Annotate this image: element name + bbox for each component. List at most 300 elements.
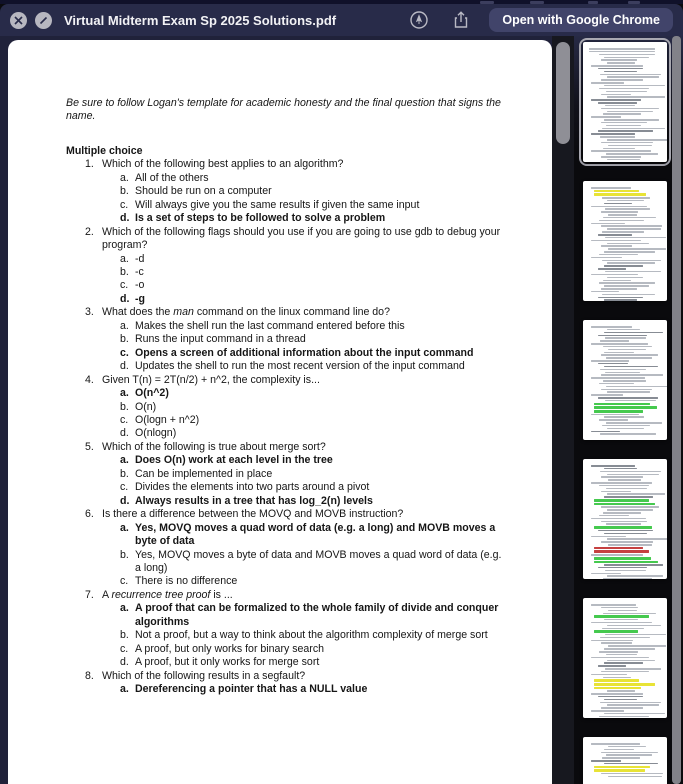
option-letter: b. xyxy=(120,400,129,413)
thumbnail-highlight-line xyxy=(594,683,655,686)
thumbnail-text-line xyxy=(601,752,658,754)
option-letter: c. xyxy=(120,413,129,426)
slash-icon[interactable] xyxy=(35,12,52,29)
thumbnail-text-line xyxy=(603,512,641,514)
thumbnail-text-line xyxy=(591,206,647,208)
question-row xyxy=(66,508,510,521)
answer-option xyxy=(66,360,510,373)
option-letter: d. xyxy=(120,656,129,669)
option-text: -o xyxy=(135,279,145,292)
thumbnail-text-line xyxy=(607,262,654,264)
option-text: O(n^2) xyxy=(135,387,169,400)
thumbnail-text-line xyxy=(604,57,648,59)
thumbnail-text-line xyxy=(591,604,636,606)
thumbnail-highlight-line xyxy=(594,193,646,196)
thumbnail-text-line xyxy=(591,554,643,556)
thumbnail-highlight-line xyxy=(594,769,645,772)
thumbnail-text-line xyxy=(600,340,630,342)
document-scrollbar[interactable] xyxy=(556,42,570,144)
thumbnail-text-line xyxy=(605,208,650,210)
option-letter: d. xyxy=(120,292,130,305)
thumbnail-highlight-line xyxy=(594,615,650,618)
option-letter: a. xyxy=(120,521,129,534)
thumbnail-text-line xyxy=(608,544,652,546)
thumbnail-text-line xyxy=(599,88,649,90)
answer-option xyxy=(66,549,510,576)
question-number: 7. xyxy=(85,588,94,601)
thumbnail-text-line xyxy=(606,654,637,656)
question-text: Which of the following is true about merge sort? xyxy=(102,440,326,453)
thumbnail-text-line xyxy=(603,613,656,615)
question-number: 3. xyxy=(85,306,94,319)
thumbnail-text-line xyxy=(605,372,640,374)
page-thumbnail[interactable] xyxy=(579,38,671,166)
thumbnail-text-line xyxy=(600,702,661,704)
thumbnail-text-line xyxy=(591,377,645,379)
thumbnail-text-line xyxy=(607,76,660,78)
question-number: 6. xyxy=(85,508,94,521)
markup-pen-icon[interactable] xyxy=(409,10,429,30)
answer-option xyxy=(66,172,510,185)
option-text: Always results in a tree that has log_2(n) levels xyxy=(135,494,373,507)
thumbnail-text-line xyxy=(599,282,655,284)
thumbnail-text-line xyxy=(598,102,636,104)
thumbnail-text-line xyxy=(603,148,636,150)
open-with-chrome-button[interactable]: Open with Google Chrome xyxy=(489,8,673,32)
thumbnail-text-line xyxy=(607,277,643,279)
thumbnail-highlight-line xyxy=(594,687,641,690)
thumbnail-text-line xyxy=(601,108,659,110)
answer-option xyxy=(66,185,510,198)
thumbnail-text-line xyxy=(605,271,661,273)
sidebar-scrollbar[interactable] xyxy=(672,36,681,784)
thumbnail-text-line xyxy=(606,422,662,424)
thumbnail-text-line xyxy=(608,610,637,612)
thumbnail-highlight-line xyxy=(594,403,650,406)
thumbnail-page-preview xyxy=(583,737,667,784)
answer-option xyxy=(66,253,510,266)
thumbnail-text-line xyxy=(598,696,642,698)
question-text: Is there a difference between the MOVQ and MOVB instruction? xyxy=(102,508,404,521)
thumbnail-text-line xyxy=(601,245,632,247)
option-letter: a. xyxy=(120,602,129,615)
thumbnail-page-preview xyxy=(583,598,667,718)
thumbnail-text-line xyxy=(601,541,653,543)
thumbnail-text-line xyxy=(591,693,644,695)
question-text: Which of the following best applies to an algorithm? xyxy=(102,158,344,171)
thumbnail-text-line xyxy=(598,234,632,236)
thumbnail-text-line xyxy=(599,651,638,653)
thumbnail-text-line xyxy=(604,265,643,267)
thumbnail-text-line xyxy=(591,223,625,225)
thumbnail-text-line xyxy=(607,538,668,540)
thumbnail-text-line xyxy=(604,352,634,354)
option-letter: c. xyxy=(120,279,129,292)
thumbnail-text-line xyxy=(591,414,639,416)
thumbnail-text-line xyxy=(598,297,642,299)
thumbnail-text-line xyxy=(607,474,660,476)
thumbnail-text-line xyxy=(602,425,650,427)
pdf-page-content xyxy=(8,40,510,696)
question-row xyxy=(66,306,510,319)
thumbnail-text-line xyxy=(598,335,647,337)
thumbnail-text-line xyxy=(602,231,644,233)
question-number: 2. xyxy=(85,225,94,238)
page-thumbnail[interactable] xyxy=(579,594,671,722)
thumbnail-text-line xyxy=(591,116,621,118)
thumbnail-text-line xyxy=(604,533,648,535)
thumbnail-text-line xyxy=(589,51,654,53)
thumbnail-highlight-line xyxy=(594,630,638,633)
thumbnail-text-line xyxy=(591,743,640,745)
option-text: A proof that can be formalized to the whole family of divide and conquer algorithms xyxy=(135,602,499,628)
document-title: Virtual Midterm Exam Sp 2025 Solutions.pdf xyxy=(64,12,337,28)
thumbnail-text-line xyxy=(607,625,660,627)
option-text: Opens a screen of additional information about the input command xyxy=(135,346,474,359)
thumbnail-text-line xyxy=(601,288,637,290)
thumbnail-text-line xyxy=(591,257,622,259)
option-text: A proof, but only works for binary search xyxy=(135,642,325,655)
question-row xyxy=(66,441,510,454)
answer-option xyxy=(66,212,510,225)
thumbnail-highlight-line xyxy=(594,406,657,409)
option-text: Should be run on a computer xyxy=(135,185,272,198)
option-letter: b. xyxy=(120,265,129,278)
pdf-viewer-area xyxy=(0,36,574,784)
thumbnail-text-line xyxy=(591,518,646,520)
answer-option xyxy=(66,199,510,212)
thumbnail-text-line xyxy=(591,482,652,484)
option-text: O(nlogn) xyxy=(135,427,177,440)
thumbnail-text-line xyxy=(591,622,652,624)
thumbnail-text-line xyxy=(607,243,649,245)
thumbnail-text-line xyxy=(602,757,640,759)
close-icon[interactable] xyxy=(10,12,27,29)
thumbnail-text-line xyxy=(601,156,642,158)
option-letter: c. xyxy=(120,481,129,494)
thumbnail-highlight-line xyxy=(594,557,651,560)
option-letter: c. xyxy=(120,198,129,211)
option-text: Will always give you the same results if given the same input xyxy=(135,198,420,211)
option-text: There is no difference xyxy=(135,575,238,588)
thumbnail-text-line xyxy=(602,294,655,296)
page-thumbnail[interactable] xyxy=(579,177,671,305)
answer-option xyxy=(66,683,510,696)
thumbnail-text-line xyxy=(601,122,648,124)
thumbnail-text-line xyxy=(591,657,649,659)
thumbnail-text-line xyxy=(601,773,663,775)
thumbnail-text-line xyxy=(601,354,658,356)
option-text: Updates the shell to run the most recent version of the input command xyxy=(135,360,465,373)
thumbnail-text-line xyxy=(599,485,649,487)
thumbnail-text-line xyxy=(604,203,633,205)
thumbnail-text-line xyxy=(607,200,644,202)
thumbnail-text-line xyxy=(601,491,631,493)
thumbnail-text-line xyxy=(607,228,660,230)
option-letter: c. xyxy=(120,575,129,588)
thumbnail-highlight-line xyxy=(594,503,655,506)
question-row xyxy=(66,226,510,253)
thumbnail-sidebar xyxy=(574,36,683,784)
thumbnail-text-line xyxy=(606,91,647,93)
document-scrollbar-track xyxy=(552,36,574,784)
thumbnail-page-preview xyxy=(583,42,667,162)
thumbnail-text-line xyxy=(607,428,644,430)
option-text: Yes, MOVQ moves a quad word of data (e.g. a long) and MOVB moves a byte of data xyxy=(135,521,496,548)
thumbnail-highlight-line xyxy=(594,190,639,193)
thumbnail-text-line xyxy=(601,642,632,644)
thumbnail-text-line xyxy=(591,760,621,762)
thumbnail-text-line xyxy=(606,523,642,525)
thumbnail-text-line xyxy=(591,274,638,276)
answer-option xyxy=(66,495,510,508)
thumbnail-text-line xyxy=(607,329,640,331)
thumbnail-text-line xyxy=(600,369,646,371)
answer-option xyxy=(66,320,510,333)
thumbnail-text-line xyxy=(601,374,663,376)
option-letter: d. xyxy=(120,212,130,225)
thumbnail-text-line xyxy=(604,416,644,418)
thumbnail-text-line xyxy=(608,145,652,147)
thumbnail-text-line xyxy=(607,690,635,692)
thumbnail-text-line xyxy=(591,150,651,152)
thumbnail-text-line xyxy=(591,536,627,538)
thumbnail-highlight-line xyxy=(594,547,643,550)
thumbnail-text-line xyxy=(591,710,624,712)
option-letter: a. xyxy=(120,252,129,265)
thumbnail-text-line xyxy=(601,59,637,61)
thumbnail-text-line xyxy=(599,419,628,421)
section-heading: Multiple choice xyxy=(66,144,143,157)
thumbnail-text-line xyxy=(604,749,634,751)
thumbnail-text-line xyxy=(600,136,636,138)
option-text: Makes the shell run the last command entered before this xyxy=(135,319,405,332)
thumbnail-highlight-line xyxy=(594,766,650,769)
answer-option xyxy=(66,414,510,427)
answer-option xyxy=(66,629,510,642)
thumbnail-text-line xyxy=(599,220,644,222)
thumbnail-text-line xyxy=(607,159,640,161)
thumbnail-text-line xyxy=(601,94,631,96)
thumbnail-text-line xyxy=(602,260,660,262)
question-number: 4. xyxy=(85,373,94,386)
thumbnail-text-line xyxy=(604,85,665,87)
option-text: -d xyxy=(135,252,145,265)
answer-option xyxy=(66,401,510,414)
page-thumbnail[interactable] xyxy=(579,455,671,583)
page-thumbnail[interactable] xyxy=(579,316,671,444)
thumbnail-text-line xyxy=(591,465,635,467)
thumbnail-text-line xyxy=(603,217,656,219)
thumbnail-text-line xyxy=(607,96,665,98)
thumbnail-text-line xyxy=(598,530,653,532)
thumbnail-list xyxy=(574,36,683,784)
option-letter: b. xyxy=(120,548,129,561)
thumbnail-text-line xyxy=(604,662,643,664)
question-row xyxy=(66,158,510,171)
thumbnail-text-line xyxy=(606,386,667,388)
thumbnail-text-line xyxy=(598,397,657,399)
option-letter: d. xyxy=(120,427,129,440)
option-text: Is a set of steps to be followed to solve a problem xyxy=(135,212,386,225)
thumbnail-text-line xyxy=(591,187,631,189)
thumbnail-text-line xyxy=(598,268,626,270)
option-text: Divides the elements into two parts around a pivot xyxy=(135,481,370,494)
thumbnail-text-line xyxy=(591,431,620,433)
thumbnail-text-line xyxy=(603,677,631,679)
thumbnail-text-line xyxy=(601,142,653,144)
thumbnail-text-line xyxy=(607,704,660,706)
answer-option xyxy=(66,481,510,494)
thumbnail-text-line xyxy=(607,62,635,64)
thumbnail-text-line xyxy=(600,74,661,76)
thumbnail-text-line xyxy=(605,105,635,107)
thumbnail-text-line xyxy=(598,567,647,569)
option-text: Yes, MOVQ moves a byte of data and MOVB moves a quad word of data (e.g. a long) xyxy=(135,548,502,574)
option-text: All of the others xyxy=(135,171,209,184)
thumbnail-text-line xyxy=(591,291,619,293)
thumbnail-text-line xyxy=(602,128,665,130)
thumbnail-text-line xyxy=(602,628,644,630)
option-letter: b. xyxy=(120,185,129,198)
thumbnail-text-line xyxy=(599,383,634,385)
thumbnail-text-line xyxy=(607,660,654,662)
question-row xyxy=(66,670,510,683)
thumbnail-text-line xyxy=(604,713,665,715)
thumbnail-text-line xyxy=(607,493,665,495)
answer-option xyxy=(66,293,510,306)
answer-option xyxy=(66,522,510,549)
option-letter: a. xyxy=(120,319,129,332)
option-text: Runs the input command in a thread xyxy=(135,333,306,346)
page-thumbnail[interactable] xyxy=(579,733,671,784)
thumbnail-page-preview xyxy=(583,181,667,301)
option-text: A proof, but it only works for merge sort xyxy=(135,656,320,669)
answer-option xyxy=(66,333,510,346)
option-letter: a. xyxy=(120,171,129,184)
option-letter: d. xyxy=(120,360,129,373)
question-row xyxy=(66,589,510,602)
thumbnail-text-line xyxy=(598,68,642,70)
thumbnail-text-line xyxy=(591,326,632,328)
thumbnail-text-line xyxy=(601,506,659,508)
thumbnail-text-line xyxy=(601,707,642,709)
thumbnail-text-line xyxy=(601,389,652,391)
thumbnail-text-line xyxy=(604,285,648,287)
thumbnail-text-line xyxy=(607,139,668,141)
answer-option xyxy=(66,266,510,279)
thumbnail-text-line xyxy=(604,468,637,470)
thumbnail-text-line xyxy=(608,776,662,778)
question-text: Given T(n) = 2T(n/2) + n^2, the complexity is... xyxy=(102,373,320,386)
option-letter: a. xyxy=(120,387,129,400)
share-icon[interactable] xyxy=(451,10,471,30)
pdf-page xyxy=(8,40,552,784)
thumbnail-text-line xyxy=(603,280,631,282)
answer-option xyxy=(66,454,510,467)
thumbnail-text-line xyxy=(591,674,627,676)
thumbnail-text-line xyxy=(600,471,661,473)
question-list xyxy=(66,158,510,696)
thumbnail-text-line xyxy=(604,332,664,334)
option-text: -c xyxy=(135,265,144,278)
question-text: A recurrence tree proof is ... xyxy=(102,588,233,601)
question-text: Which of the following flags should you use if you are going to use gdb to debug your program? xyxy=(102,225,501,252)
thumbnail-text-line xyxy=(598,363,628,365)
thumbnail-text-line xyxy=(604,648,654,650)
thumbnail-text-line xyxy=(599,515,629,517)
thumbnail-text-line xyxy=(591,133,635,135)
thumbnail-highlight-line xyxy=(594,526,652,529)
question-text: Which of the following results in a segfault? xyxy=(102,669,306,682)
thumbnail-text-line xyxy=(601,225,662,227)
thumbnail-text-line xyxy=(608,645,666,647)
answer-option xyxy=(66,656,510,669)
answer-option xyxy=(66,427,510,440)
option-letter: d. xyxy=(120,494,130,507)
thumbnail-text-line xyxy=(598,130,653,132)
thumbnail-text-line xyxy=(599,54,655,56)
thumbnail-text-line xyxy=(591,343,648,345)
thumbnail-text-line xyxy=(604,699,637,701)
thumbnail-text-line xyxy=(604,119,659,121)
answer-option xyxy=(66,643,510,656)
thumbnail-text-line xyxy=(601,671,648,673)
answer-option xyxy=(66,575,510,588)
thumbnail-text-line xyxy=(602,197,650,199)
thumbnail-text-line xyxy=(608,248,666,250)
option-letter: a. xyxy=(120,683,129,696)
thumbnail-text-line xyxy=(591,573,621,575)
thumbnail-text-line xyxy=(604,763,658,765)
thumbnail-text-line xyxy=(605,634,666,636)
thumbnail-text-line xyxy=(603,346,652,348)
question-number: 1. xyxy=(85,158,94,171)
thumbnail-text-line xyxy=(603,578,652,579)
option-letter: c. xyxy=(120,346,129,359)
option-letter: b. xyxy=(120,467,129,480)
thumbnail-text-line xyxy=(608,214,637,216)
exam-intro-note: Be sure to follow Logan's template for academic honesty and the final question that signs the name. xyxy=(66,97,501,123)
thumbnail-text-line xyxy=(606,488,647,490)
thumbnail-text-line xyxy=(589,48,654,50)
option-text: Can be implemented in place xyxy=(135,467,273,480)
thumbnail-page-preview xyxy=(583,459,667,579)
option-text: -g xyxy=(135,292,145,305)
thumbnail-text-line xyxy=(605,400,656,402)
thumbnail-text-line xyxy=(606,153,658,155)
thumbnail-highlight-line xyxy=(594,410,643,413)
question-text: What does the man command on the linux command line do? xyxy=(102,306,390,319)
thumbnail-text-line xyxy=(605,668,661,670)
thumbnail-text-line xyxy=(601,476,642,478)
option-text: Not a proof, but a way to think about the algorithm complexity of merge sort xyxy=(135,629,488,642)
thumbnail-text-line xyxy=(604,619,638,621)
thumbnail-text-line xyxy=(601,607,638,609)
thumbnail-text-line xyxy=(591,360,629,362)
option-letter: b. xyxy=(120,629,129,642)
thumbnail-text-line xyxy=(608,479,641,481)
option-letter: c. xyxy=(120,642,129,655)
thumbnail-page-preview xyxy=(583,320,667,440)
thumbnail-text-line xyxy=(591,640,633,642)
thumbnail-highlight-line xyxy=(594,561,658,564)
thumbnail-text-line xyxy=(601,211,638,213)
thumbnail-text-line xyxy=(591,394,623,396)
thumbnail-text-line xyxy=(606,754,652,756)
thumbnail-text-line xyxy=(604,496,654,498)
option-text: Does O(n) work at each level in the tree xyxy=(135,454,333,467)
